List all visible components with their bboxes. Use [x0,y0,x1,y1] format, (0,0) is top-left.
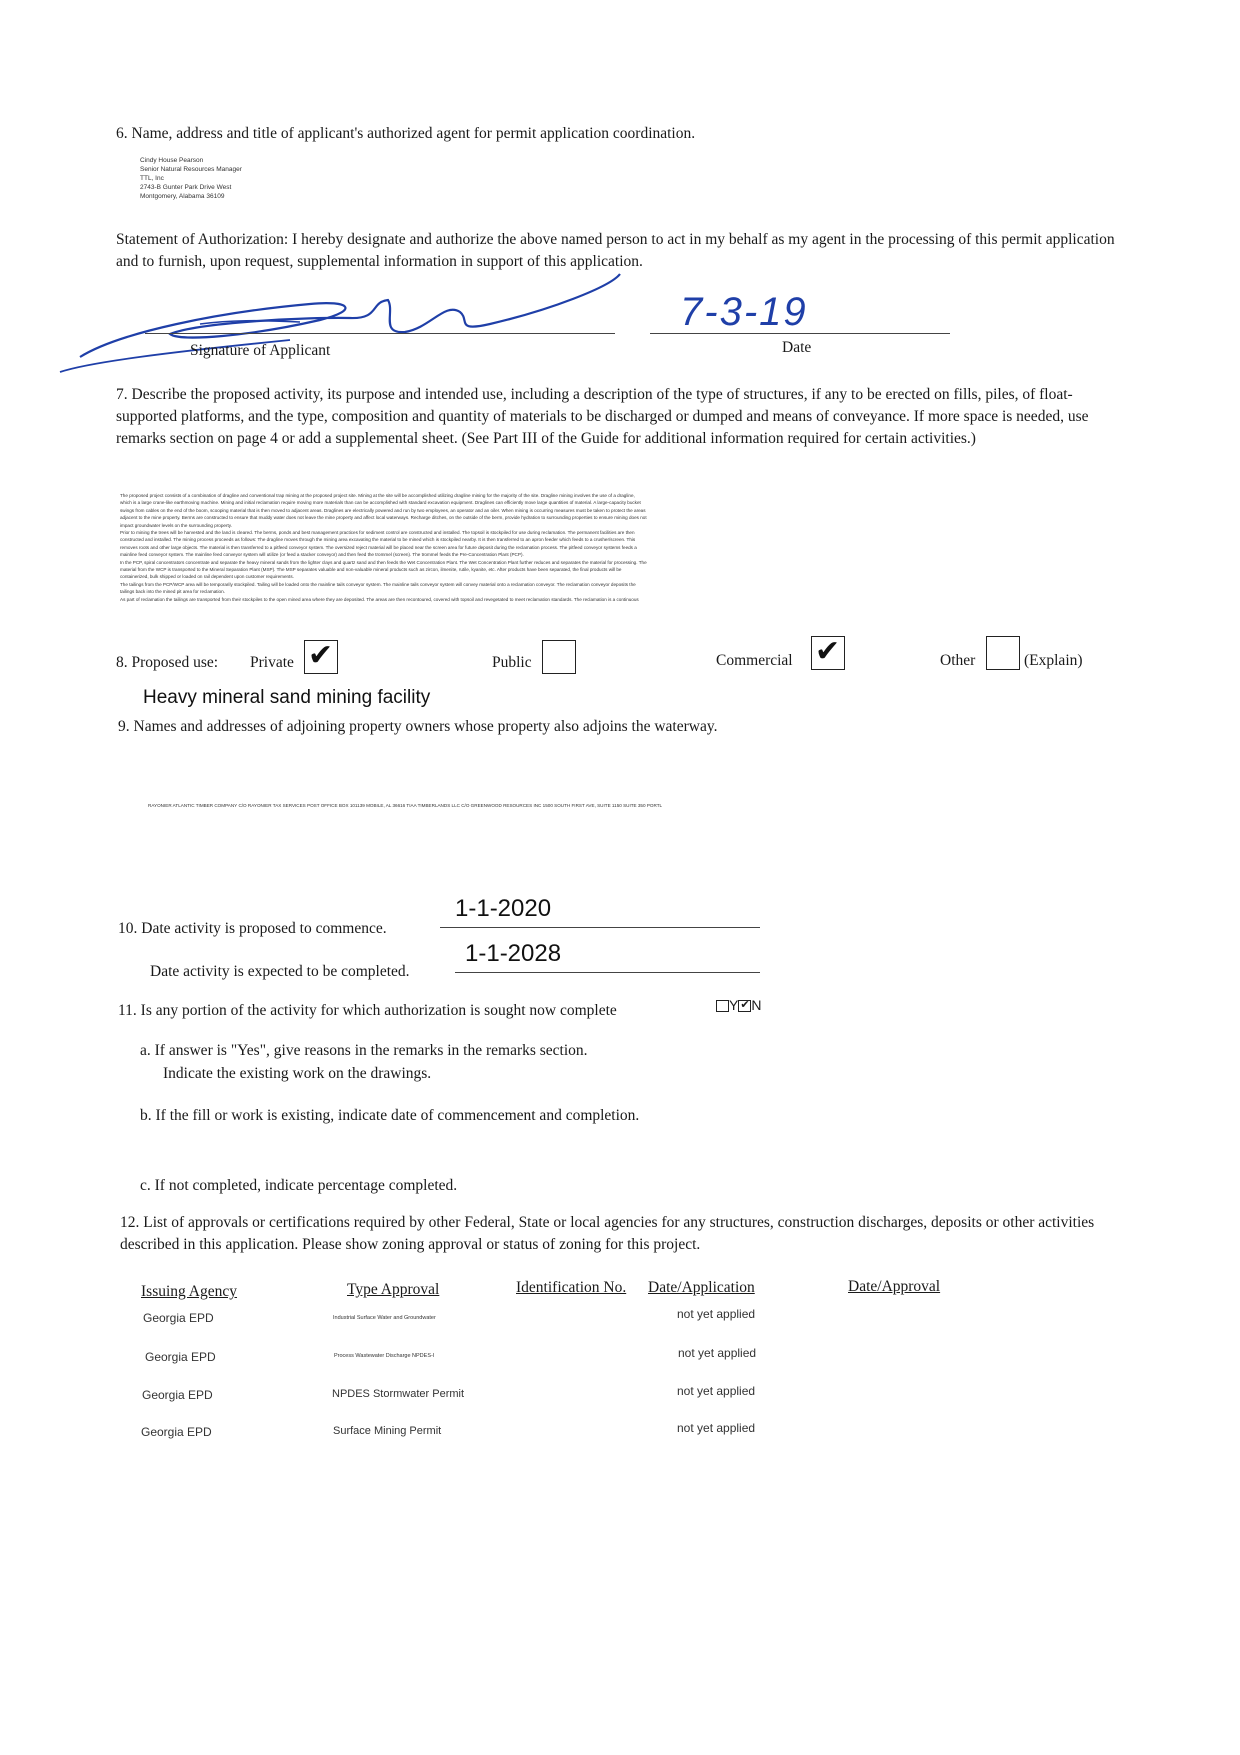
row4-type: Surface Mining Permit [333,1425,442,1437]
row1-agency: Georgia EPD [143,1311,214,1325]
item6-question: 6. Name, address and title of applicant's authorized agent for permit application coordination. [116,125,696,142]
option-other-checkbox[interactable] [986,636,1020,670]
applicant-signature [50,262,630,382]
option-commercial-label: Commercial [716,652,793,669]
adjoining-owners: RAYONIER ATLANTIC TIMBER COMPANY C/O RAYONIER TAX SERVICES POST OFFICE BOX 101139 MOBILE, AL 36616 TIAA TIMBERLANDS LLC C/O GREENWOOD RESOURCES INC 1500 SOUTH FIRST AVE, SUITE 1150 SUITE 350 PORTL [148,803,663,808]
item11a-line2: Indicate the existing work on the drawings. [163,1065,432,1082]
signature-line [145,333,615,334]
option-private-label: Private [250,654,294,671]
agent-line: Cindy House Pearson [140,157,204,164]
complete-line [455,972,760,973]
item9-question: 9. Names and addresses of adjoining property owners whose property also adjoins the waterway. [118,718,718,735]
proposed-use-answer: Heavy mineral sand mining facility [143,687,431,708]
date-label: Date [782,339,812,356]
description-line: mainline feed conveyor system. The mainline feed conveyor system will utilize (or feed a stacker conveyor) and then feed the trommel (screen). The trommel feeds the Pre-Concentration Plant (PCP). [120,552,524,558]
header-date-application: Date/Application [648,1279,755,1296]
item11a-line1: a. If answer is "Yes", give reasons in the remarks in the remarks section. [140,1042,588,1059]
description-line: In the PCP, spiral concentrators concentrate and separate the heavy mineral sands from the lighter clays and quartz sand and then feeds the Wet Concentration Plant. The Wet Concentration Plant further reduces and separates the material for processing. The [120,559,647,565]
item8-question: 8. Proposed use: [116,654,219,671]
description-line: constructed and installed. The mining process proceeds as follows: The dragline moves through the mining area excavating the material to be mined which is stockpiled nearby. It is then transferred to an apron feeder which feeds to a crusher/screen. This [120,537,636,543]
authorization-statement: Statement of Authorization: I hereby designate and authorize the above named person to act in my behalf as my agent in the processing of this permit application and to furnish, upon request, supplemental information in support of this application. [116,231,1115,270]
description-line: As part of reclamation the tailings are transported from their stockpiles to the open mined area where they are deposited. The areas are then recontoured, covered with topsoil and revegetated to meet reclamation standards. The reclamation is a continuous [120,596,639,602]
item11-question: 11. Is any portion of the activity for which authorization is sought now complete [118,1002,617,1019]
item11b: b. If the fill or work is existing, indicate date of commencement and completion. [140,1107,640,1124]
commence-value: 1-1-2020 [455,895,552,922]
complete-yn [716,997,761,1013]
description-line: The tailings from the PCP/WCP area will be temporarily stockpiled. Tailing will be loaded onto the mainline tails conveyor system. The mainline tails conveyor system will convey material onto a reclamation conveyor. The reclamation conveyor deposits the [120,581,636,587]
row3-agency: Georgia EPD [142,1388,213,1402]
agent-block [140,156,242,201]
description-line: tailings back into the mined pit area for reclamation. [120,589,225,595]
signature-date-value: 7-3-19 [680,290,808,334]
header-date-approval: Date/Approval [848,1278,941,1295]
commence-label: 10. Date activity is proposed to commence. [118,920,387,937]
agent-line: 2743-B Gunter Park Drive West [140,184,232,191]
row3-date-app: not yet applied [677,1384,756,1398]
agent-line: Senior Natural Resources Manager [140,166,242,173]
option-public-checkbox[interactable] [542,640,576,674]
description-line: Prior to mining the trees will be harvested and the land is cleared. The berms, ponds and best management practices for sediment control are constructed and installed. The topsoil is stockpiled for use during reclamation. The permanent facilities are then [120,530,635,536]
row2-date-app: not yet applied [678,1346,757,1360]
commence-line [440,927,760,928]
row4-agency: Georgia EPD [141,1425,212,1439]
activity-description [120,492,1120,603]
description-line: The proposed project consists of a combination of dragline and conventional trap mining at the proposed project site. Mining at the site will be accomplished utilizing dragline mining for the majority of the site. Dragline mining involves the use of a dragline, [120,493,635,498]
header-issuing-agency: Issuing Agency [141,1283,238,1300]
description-line: swings from cables on the end of the boom, scooping material that is then moved to adjacent areas. Draglines are electrically powered and run by two employees, an operator and an oiler. When mining is occurring measures must be taken to protect the areas [120,507,646,513]
no-label: N [751,997,762,1013]
no-checkbox[interactable]: ✔ [740,998,750,1012]
description-line: which is a large crane-like earthmoving machine. Mining and initial reclamation require moving more materials than can be accomplished with standard excavation equipment. Draglines can efficiently move large quantities of material. A large-capacity bucket [120,500,641,506]
row3-type: NPDES Stormwater Permit [332,1388,465,1400]
yes-checkbox[interactable] [716,1000,729,1012]
header-identification-no: Identification No. [516,1279,627,1296]
signature-label: Signature of Applicant [190,342,331,359]
agent-line: TTL, Inc [140,175,164,182]
row4-date-app: not yet applied [677,1421,756,1435]
description-line: material from the WCP is transported to the Mineral Separation Plant (MSP). The MSP separates valuable and non-valuable mineral products such as zircon, ilmenite, rutile, kyanite, etc. After products have been separated, the final products will be [120,567,622,573]
agent-line: Montgomery, Alabama 36109 [140,193,225,200]
item7-question: 7. Describe the proposed activity, its purpose and intended use, including a description of the type of structures, if any to be erected on fills, piles, of float-supported platforms, and the type, composition and quantity of materials to be discharged or dumped and means of conveyance. If more space is needed, use remarks section on page 4 or add a supplemental sheet. (See Part III of the Guide for additional information required for certain activities.) [116,386,1089,447]
date-line [650,333,950,334]
option-public-label: Public [492,654,532,671]
description-line: adjacent to the mine property. Berms are constructed to ensure that muddy water does not leave the mine property and affect local waterways. Recharge ditches, on the outside of the berm, provide hydration to surrounding properties to ensure mining does not [120,515,647,521]
description-line: removes roots and other large objects. The material is then transferred to a pitfeed conveyor system. The oversized reject material will be placed near the screen area for future deposit during the reclamation process. The pitfeed conveyor systems feeds a [120,544,637,550]
option-other-label: Other [940,652,976,669]
yes-label: Y [729,997,739,1013]
option-private-checkbox[interactable]: ✔ [304,640,338,674]
row1-type: Industrial Surface Water and Groundwater [333,1315,436,1321]
row2-type: Process Wastewater Discharge NPDES-I [334,1353,435,1359]
option-commercial-checkbox[interactable]: ✔ [811,636,845,670]
row2-agency: Georgia EPD [145,1350,216,1364]
complete-label: Date activity is expected to be completed. [150,963,410,980]
item12-question: 12. List of approvals or certifications required by other Federal, State or local agencies for any structures, construction discharges, deposits or other activities described in this application. Please show zoning approval or status of zoning for this project. [120,1214,1095,1253]
complete-value: 1-1-2028 [465,940,562,967]
description-line: containerized, bulk shipped or loaded on rail dependent upon customer requirements. [120,574,294,580]
description-line: impact groundwater levels on the surrounding property. [120,522,233,528]
row1-date-app: not yet applied [677,1307,756,1321]
header-type-approval: Type Approval [347,1281,440,1298]
item11c: c. If not completed, indicate percentage completed. [140,1177,458,1194]
option-explain-label: (Explain) [1024,652,1083,669]
